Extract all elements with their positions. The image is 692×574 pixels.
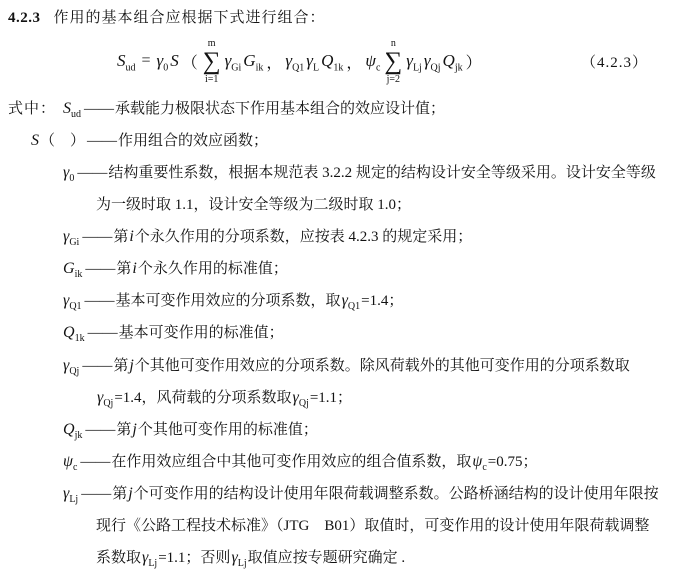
math-text: 第 <box>116 261 132 278</box>
math-text: 第 <box>116 422 132 439</box>
definition-dash: —— <box>84 293 115 310</box>
definition-symbol <box>62 356 80 377</box>
math-text: 基本可变作用效应的分项系数，取 <box>115 293 341 310</box>
math-var-base: γ <box>97 388 104 406</box>
definition-symbol <box>62 227 80 248</box>
math-var <box>129 228 133 245</box>
math-var-base: j <box>129 356 134 374</box>
math-var-subscript: Lj <box>148 558 158 570</box>
summation-upper-limit: n <box>390 37 396 49</box>
math-text: =1.4，风荷载的分项系数取 <box>114 389 292 406</box>
where-label: 式中： <box>8 101 57 117</box>
math-text: =1.1；否则 <box>158 549 231 566</box>
math-var-base: γ <box>63 485 70 503</box>
definition-dash: —— <box>82 228 113 245</box>
definition-symbol <box>62 164 75 185</box>
math-var-base: γ <box>406 51 413 70</box>
summation-symbol <box>384 38 402 85</box>
definition-description <box>116 261 287 277</box>
math-var-subscript: Q1 <box>69 301 82 313</box>
definition-dash: —— <box>84 101 115 117</box>
math-var-base: γ <box>63 227 70 245</box>
math-var <box>472 453 487 474</box>
definition-item <box>0 317 664 349</box>
math-var <box>31 132 39 149</box>
math-text: ， <box>266 54 283 72</box>
math-var <box>129 357 133 374</box>
math-var-base: ψ <box>365 51 376 70</box>
definition-symbol <box>62 324 86 345</box>
math-var-subscript: Q1 <box>292 62 305 74</box>
math-text: ， <box>346 54 363 72</box>
math-var-base: γ <box>63 356 70 374</box>
math-var <box>117 51 136 74</box>
math-var <box>132 421 136 438</box>
math-var-base: γ <box>341 292 348 310</box>
math-var <box>63 100 82 121</box>
math-var-base: Q <box>321 51 334 70</box>
math-text: 个永久作用的分项系数，应按表 4.2.3 的规定采用； <box>134 228 473 245</box>
math-var-subscript: 0 <box>69 173 75 185</box>
definition-item <box>0 285 664 317</box>
definition-item <box>0 446 664 478</box>
math-var-base: G <box>63 260 75 278</box>
definition-symbol <box>62 260 83 281</box>
math-var <box>63 453 78 474</box>
math-var <box>285 51 305 74</box>
definition-item <box>0 221 664 253</box>
math-var-subscript: Gi <box>231 62 242 74</box>
section-number: 4.2.3 <box>8 10 41 26</box>
math-var <box>156 51 169 74</box>
definition-symbol <box>62 100 82 121</box>
math-var-base: γ <box>423 51 431 70</box>
definition-symbol <box>62 421 83 442</box>
math-var-base: ψ <box>63 453 73 471</box>
definition-item <box>0 93 664 125</box>
math-var <box>128 485 132 502</box>
math-var-subscript: Qj <box>298 398 309 410</box>
math-var-base: γ <box>142 548 149 566</box>
math-var-base: j <box>132 421 137 439</box>
math-text: =1.4； <box>361 293 404 310</box>
math-var-subscript: jk <box>74 430 83 442</box>
math-var <box>442 51 463 74</box>
math-text: 在作用效应组合中其他可变作用效应的组合值系数，取 <box>111 454 472 471</box>
math-text: 个其他可变作用的标准值； <box>137 422 318 439</box>
definition-description <box>96 485 659 570</box>
math-text: 个永久作用的标准值； <box>137 261 288 278</box>
math-var-base: j <box>128 485 133 503</box>
definition-description <box>115 101 445 117</box>
math-var-base: Q <box>63 421 75 439</box>
math-var-base: γ <box>224 51 232 70</box>
sigma-icon: ∑ <box>384 47 403 75</box>
definition-item <box>0 157 664 220</box>
math-var-subscript: Gi <box>69 237 80 248</box>
math-var <box>292 388 309 410</box>
formula-expression <box>116 38 484 85</box>
math-var-base: γ <box>285 51 293 70</box>
math-var-subscript: Qj <box>69 365 80 377</box>
math-var <box>97 388 114 410</box>
sigma-icon: ∑ <box>202 47 221 75</box>
math-text: 个其他可变作用效应的分项系数。除风荷载外的其他可变作用的分项系数取 <box>134 357 630 374</box>
definition-dash: —— <box>85 422 116 439</box>
math-var-subscript: Lj <box>237 558 247 570</box>
math-var <box>63 485 79 506</box>
definition-symbol <box>62 292 83 313</box>
math-var-subscript: 1k <box>74 333 85 345</box>
math-var <box>142 548 158 570</box>
math-var <box>63 356 80 377</box>
definition-description <box>118 133 268 149</box>
math-var-base: γ <box>156 51 164 70</box>
math-var <box>132 260 136 277</box>
math-var <box>243 51 264 74</box>
math-var-subscript: Lj <box>69 494 79 506</box>
math-text: 个可变作用的结构设计使用年限荷载调整系数。公路桥涵结构的设计使用年限按现行《公路工程技术标准》（JTG B01）取值时，可变作用的设计使用年限荷载调整系数取 <box>96 486 659 566</box>
definition-description <box>115 292 404 313</box>
math-var <box>341 292 361 313</box>
summation-lower-limit: i=1 <box>204 73 219 85</box>
math-var-base: S <box>31 132 39 150</box>
math-var-subscript: L <box>313 62 320 74</box>
definition-dash: —— <box>77 165 108 182</box>
math-var-subscript: ud <box>71 109 82 121</box>
math-var-subscript: jk <box>454 62 463 74</box>
math-var-base: S <box>63 100 72 117</box>
definition-symbol <box>30 133 85 149</box>
section-title: 作用的基本组合应根据下式进行组合： <box>53 10 326 26</box>
math-var-subscript: ik <box>74 269 83 281</box>
math-var <box>63 324 85 345</box>
math-var <box>170 51 179 71</box>
math-var-base: i <box>129 227 134 245</box>
definition-item <box>0 253 664 285</box>
math-text: 第 <box>113 228 129 245</box>
definition-description <box>96 356 630 410</box>
math-text: = <box>141 52 151 69</box>
math-text: ） <box>465 54 482 72</box>
math-var-subscript: Qj <box>430 62 441 74</box>
math-text: 基本可变作用的标准值； <box>118 325 284 342</box>
summation-symbol <box>203 38 221 85</box>
math-var-base: i <box>132 260 137 278</box>
math-text: 承载能力极限状态下作用基本组合的效应设计值； <box>115 101 446 117</box>
math-var <box>63 227 80 248</box>
math-var-base: Q <box>63 324 75 342</box>
math-var <box>63 164 75 185</box>
math-var-subscript: Q1 <box>347 301 361 313</box>
section-heading <box>0 7 692 29</box>
definition-dash: —— <box>81 486 112 503</box>
math-var-subscript: 0 <box>163 62 169 74</box>
summation-upper-limit: m <box>207 37 216 49</box>
definition-dash: —— <box>80 454 111 471</box>
definition-item <box>0 350 664 414</box>
math-text: 第 <box>113 357 129 374</box>
math-var-subscript: c <box>482 462 487 474</box>
math-var-base: γ <box>63 164 70 182</box>
math-var <box>406 51 422 74</box>
definition-description <box>111 453 538 474</box>
definition-dash: —— <box>87 133 118 150</box>
math-var-subscript: 1k <box>333 62 344 74</box>
definition-description <box>119 325 284 341</box>
definition-description <box>116 422 317 438</box>
definitions <box>0 93 692 574</box>
math-var-base: S <box>117 51 126 70</box>
math-var-base: Q <box>442 51 455 70</box>
definition-symbol <box>62 453 78 474</box>
math-text: 取值应按专题研究确定 . <box>247 549 406 566</box>
math-text: （ ） <box>40 133 86 150</box>
math-var <box>63 421 83 442</box>
equation-number: （4.2.3） <box>580 54 648 71</box>
math-text: 第 <box>112 486 128 503</box>
math-var <box>224 51 242 74</box>
math-var <box>306 51 320 74</box>
math-text: =0.75； <box>487 454 538 471</box>
definition-description <box>96 165 656 212</box>
math-text: =1.1； <box>309 389 353 406</box>
math-var-base: ψ <box>472 453 483 471</box>
math-var-base: γ <box>231 548 238 566</box>
math-var-base: G <box>243 51 256 70</box>
math-var <box>321 51 344 74</box>
math-var-subscript: c <box>375 62 381 74</box>
math-var <box>63 260 83 281</box>
definition-description <box>113 229 472 245</box>
math-var-base: γ <box>292 388 299 406</box>
definition-dash: —— <box>87 325 118 342</box>
math-var-subscript: ik <box>255 62 264 74</box>
definition-item <box>0 414 664 446</box>
definition-dash: —— <box>85 261 116 278</box>
math-text: 结构重要性系数，根据本规范表 3.2.2 规定的结构设计安全等级采用。设计安全等级为一级时取 1.1，设计安全等级为二级时取 1.0； <box>96 165 656 213</box>
math-var-subscript: Qj <box>103 398 114 410</box>
math-var <box>231 548 247 570</box>
math-var-base: γ <box>63 292 70 310</box>
equation-row <box>0 29 692 93</box>
math-var <box>423 51 441 74</box>
math-var <box>365 51 381 74</box>
math-text: 作用组合的效应函数； <box>118 133 269 150</box>
math-text: （ <box>181 54 198 72</box>
math-var-subscript: Lj <box>412 62 422 74</box>
definition-symbol <box>62 485 79 506</box>
math-var-base: S <box>170 51 179 70</box>
definition-dash: —— <box>82 357 113 374</box>
math-var-subscript: ud <box>125 62 136 74</box>
math-var-subscript: c <box>72 462 78 474</box>
math-var <box>63 292 82 313</box>
math-var-base: γ <box>306 51 313 70</box>
definition-item <box>0 125 664 157</box>
summation-lower-limit: j=2 <box>386 73 401 85</box>
definition-item <box>0 478 664 574</box>
